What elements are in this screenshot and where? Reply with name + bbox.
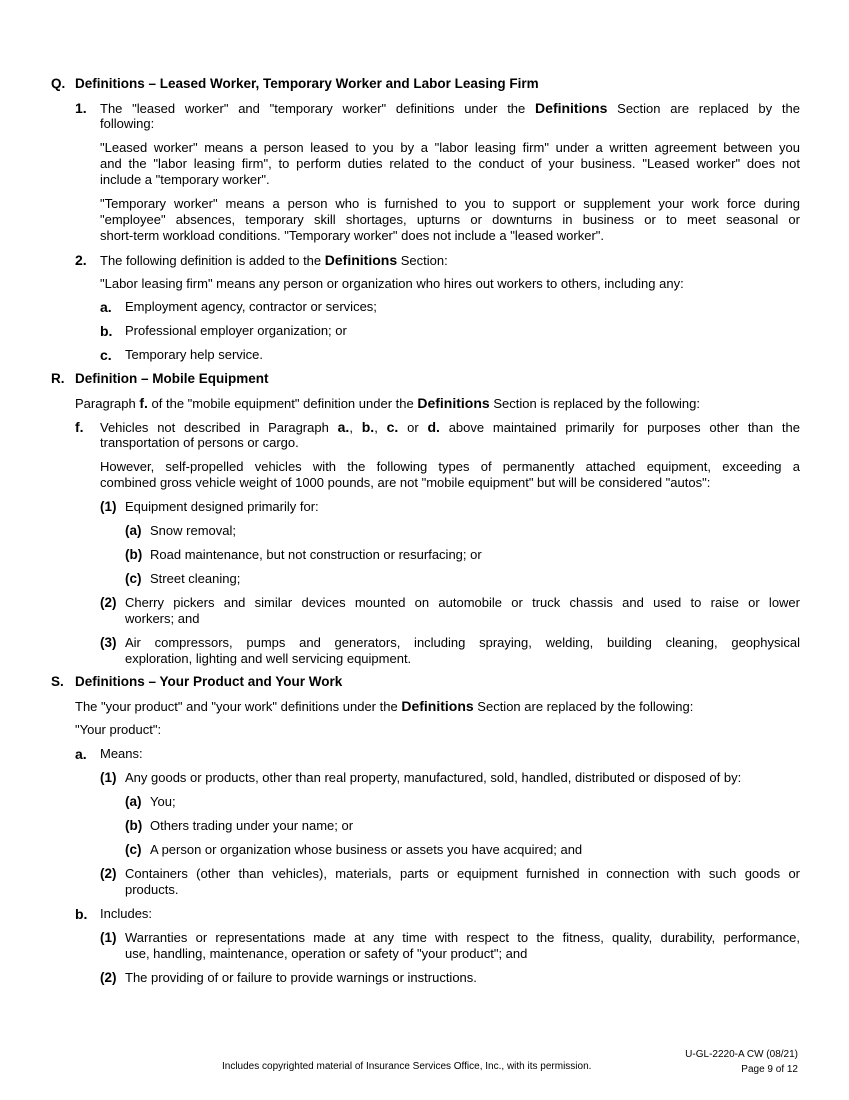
q-item-2-number: 2. xyxy=(75,252,87,268)
q-item-1-line-2: following: xyxy=(100,116,155,131)
leased-worker-line-3: include a "temporary worker". xyxy=(100,172,270,187)
s-b1-label: (1) xyxy=(100,930,117,945)
q-item-1-number: 1. xyxy=(75,100,87,116)
sub-item-text: A person or organization whose business or assets you have acquired; and xyxy=(150,842,583,857)
labor-leasing-firm-definition: "Labor leasing firm" means any person or organization who hires out workers to others, including any: xyxy=(100,276,684,291)
section-q-letter: Q. xyxy=(51,76,66,91)
footer-page-number: Page 9 of 12 xyxy=(741,1064,798,1075)
s-a2-line-2: products. xyxy=(125,882,179,897)
list-item-label: c. xyxy=(100,347,112,363)
r-p1-text: Equipment designed primarily for: xyxy=(125,499,319,514)
leased-worker-line-1: "Leased worker" means a person leased to you by a "labor leasing firm" under a written agreement between you xyxy=(100,140,800,155)
list-item-text: Professional employer organization; or xyxy=(125,323,347,338)
s-b2-text: The providing of or failure to provide warnings or instructions. xyxy=(125,970,477,985)
temporary-worker-line-3: short-term workload conditions. "Temporary worker" does not include a "leased worker". xyxy=(100,228,605,243)
footer-copyright: Includes copyrighted material of Insurance Services Office, Inc., with its permission. xyxy=(222,1061,592,1072)
r-p2-label: (2) xyxy=(100,595,117,610)
s-a-text: Means: xyxy=(100,746,143,761)
r-p3-label: (3) xyxy=(100,635,117,650)
sub-item-text: Others trading under your name; or xyxy=(150,818,354,833)
s-a1-text: Any goods or products, other than real property, manufactured, sold, handled, distributed or disposed of by: xyxy=(125,770,742,785)
list-item-text: Temporary help service. xyxy=(125,347,263,362)
s-b-text: Includes: xyxy=(100,906,153,921)
sub-item-label: (b) xyxy=(125,818,143,833)
definitions-term: Definitions xyxy=(535,100,608,116)
r-f-line-1: Vehicles not described in Paragraph a., b., c. or d. above maintained primarily for purposes other than the xyxy=(100,419,800,435)
sub-item-label: (a) xyxy=(125,523,142,538)
q-item-1-line-1: The "leased worker" and "temporary worker" definitions under the Definitions Section are replaced by the xyxy=(100,100,800,116)
r-however-line-1: However, self-propelled vehicles with the following types of permanently attached equipment, exceeding a xyxy=(100,459,800,474)
r-intro-paragraph: Paragraph f. of the "mobile equipment" definition under the Definitions Section is replaced by the following: xyxy=(75,395,700,411)
r-p2-line-1: Cherry pickers and similar devices mounted on automobile or truck chassis and used to raise or lower xyxy=(125,595,800,610)
s-b-label: b. xyxy=(75,906,88,922)
r-f-label: f. xyxy=(75,419,84,435)
s-b1-line-2: use, handling, maintenance, operation or safety of "your product"; and xyxy=(125,946,528,961)
q-item-2-text: The following definition is added to the Definitions Section: xyxy=(100,252,448,268)
s-intro-paragraph: The "your product" and "your work" definitions under the Definitions Section are replaced by the following: xyxy=(75,698,694,714)
temporary-worker-line-1: "Temporary worker" means a person who is furnished to you to support or supplement your work force during xyxy=(100,196,800,211)
sub-item-text: Snow removal; xyxy=(150,523,236,538)
section-r-heading: Definition – Mobile Equipment xyxy=(75,371,269,386)
sub-item-label: (b) xyxy=(125,547,143,562)
s-b2-label: (2) xyxy=(100,970,117,985)
list-item-label: b. xyxy=(100,323,113,339)
r-f-line-2: transportation of persons or cargo. xyxy=(100,435,299,450)
s-a-label: a. xyxy=(75,746,87,762)
section-q-heading: Definitions – Leased Worker, Temporary Worker and Labor Leasing Firm xyxy=(75,76,539,91)
sub-item-label: (c) xyxy=(125,571,142,586)
definitions-term: Definitions xyxy=(324,252,398,268)
r-p2-line-2: workers; and xyxy=(125,611,200,626)
temporary-worker-line-2: "employee" absences, temporary skill shortages, upturns or downturns in business or to meet seasonal or xyxy=(100,212,800,227)
section-s-letter: S. xyxy=(51,674,64,689)
r-p3-line-2: exploration, lighting and well servicing equipment. xyxy=(125,651,412,666)
sub-item-label: (c) xyxy=(125,842,142,857)
s-a2-label: (2) xyxy=(100,866,117,881)
s-a1-label: (1) xyxy=(100,770,117,785)
list-item-label: a. xyxy=(100,299,112,315)
section-s-heading: Definitions – Your Product and Your Work xyxy=(75,674,343,689)
list-item-text: Employment agency, contractor or services; xyxy=(125,299,377,314)
s-b1-line-1: Warranties or representations made at any time with respect to the fitness, quality, durability, performance, xyxy=(125,930,800,945)
r-however-line-2: combined gross vehicle weight of 1000 pounds, are not "mobile equipment" but will be considered "autos": xyxy=(100,475,711,490)
section-r-letter: R. xyxy=(51,371,65,386)
sub-item-text: Road maintenance, but not construction or resurfacing; or xyxy=(150,547,482,562)
definitions-term: Definitions xyxy=(417,395,490,411)
sub-item-text: You; xyxy=(150,794,176,809)
your-product-term: "Your product": xyxy=(75,722,162,737)
r-p1-label: (1) xyxy=(100,499,117,514)
footer-form-number: U-GL-2220-A CW (08/21) xyxy=(685,1049,798,1060)
s-a2-line-1: Containers (other than vehicles), materials, parts or equipment furnished in connection with such goods or xyxy=(125,866,800,881)
sub-item-label: (a) xyxy=(125,794,142,809)
r-p3-line-1: Air compressors, pumps and generators, including spraying, welding, building cleaning, geophysical xyxy=(125,635,800,650)
leased-worker-line-2: and the "labor leasing firm", to perform duties related to the conduct of your business. "Leased worker" does not xyxy=(100,156,800,171)
sub-item-text: Street cleaning; xyxy=(150,571,241,586)
definitions-term: Definitions xyxy=(401,698,474,714)
